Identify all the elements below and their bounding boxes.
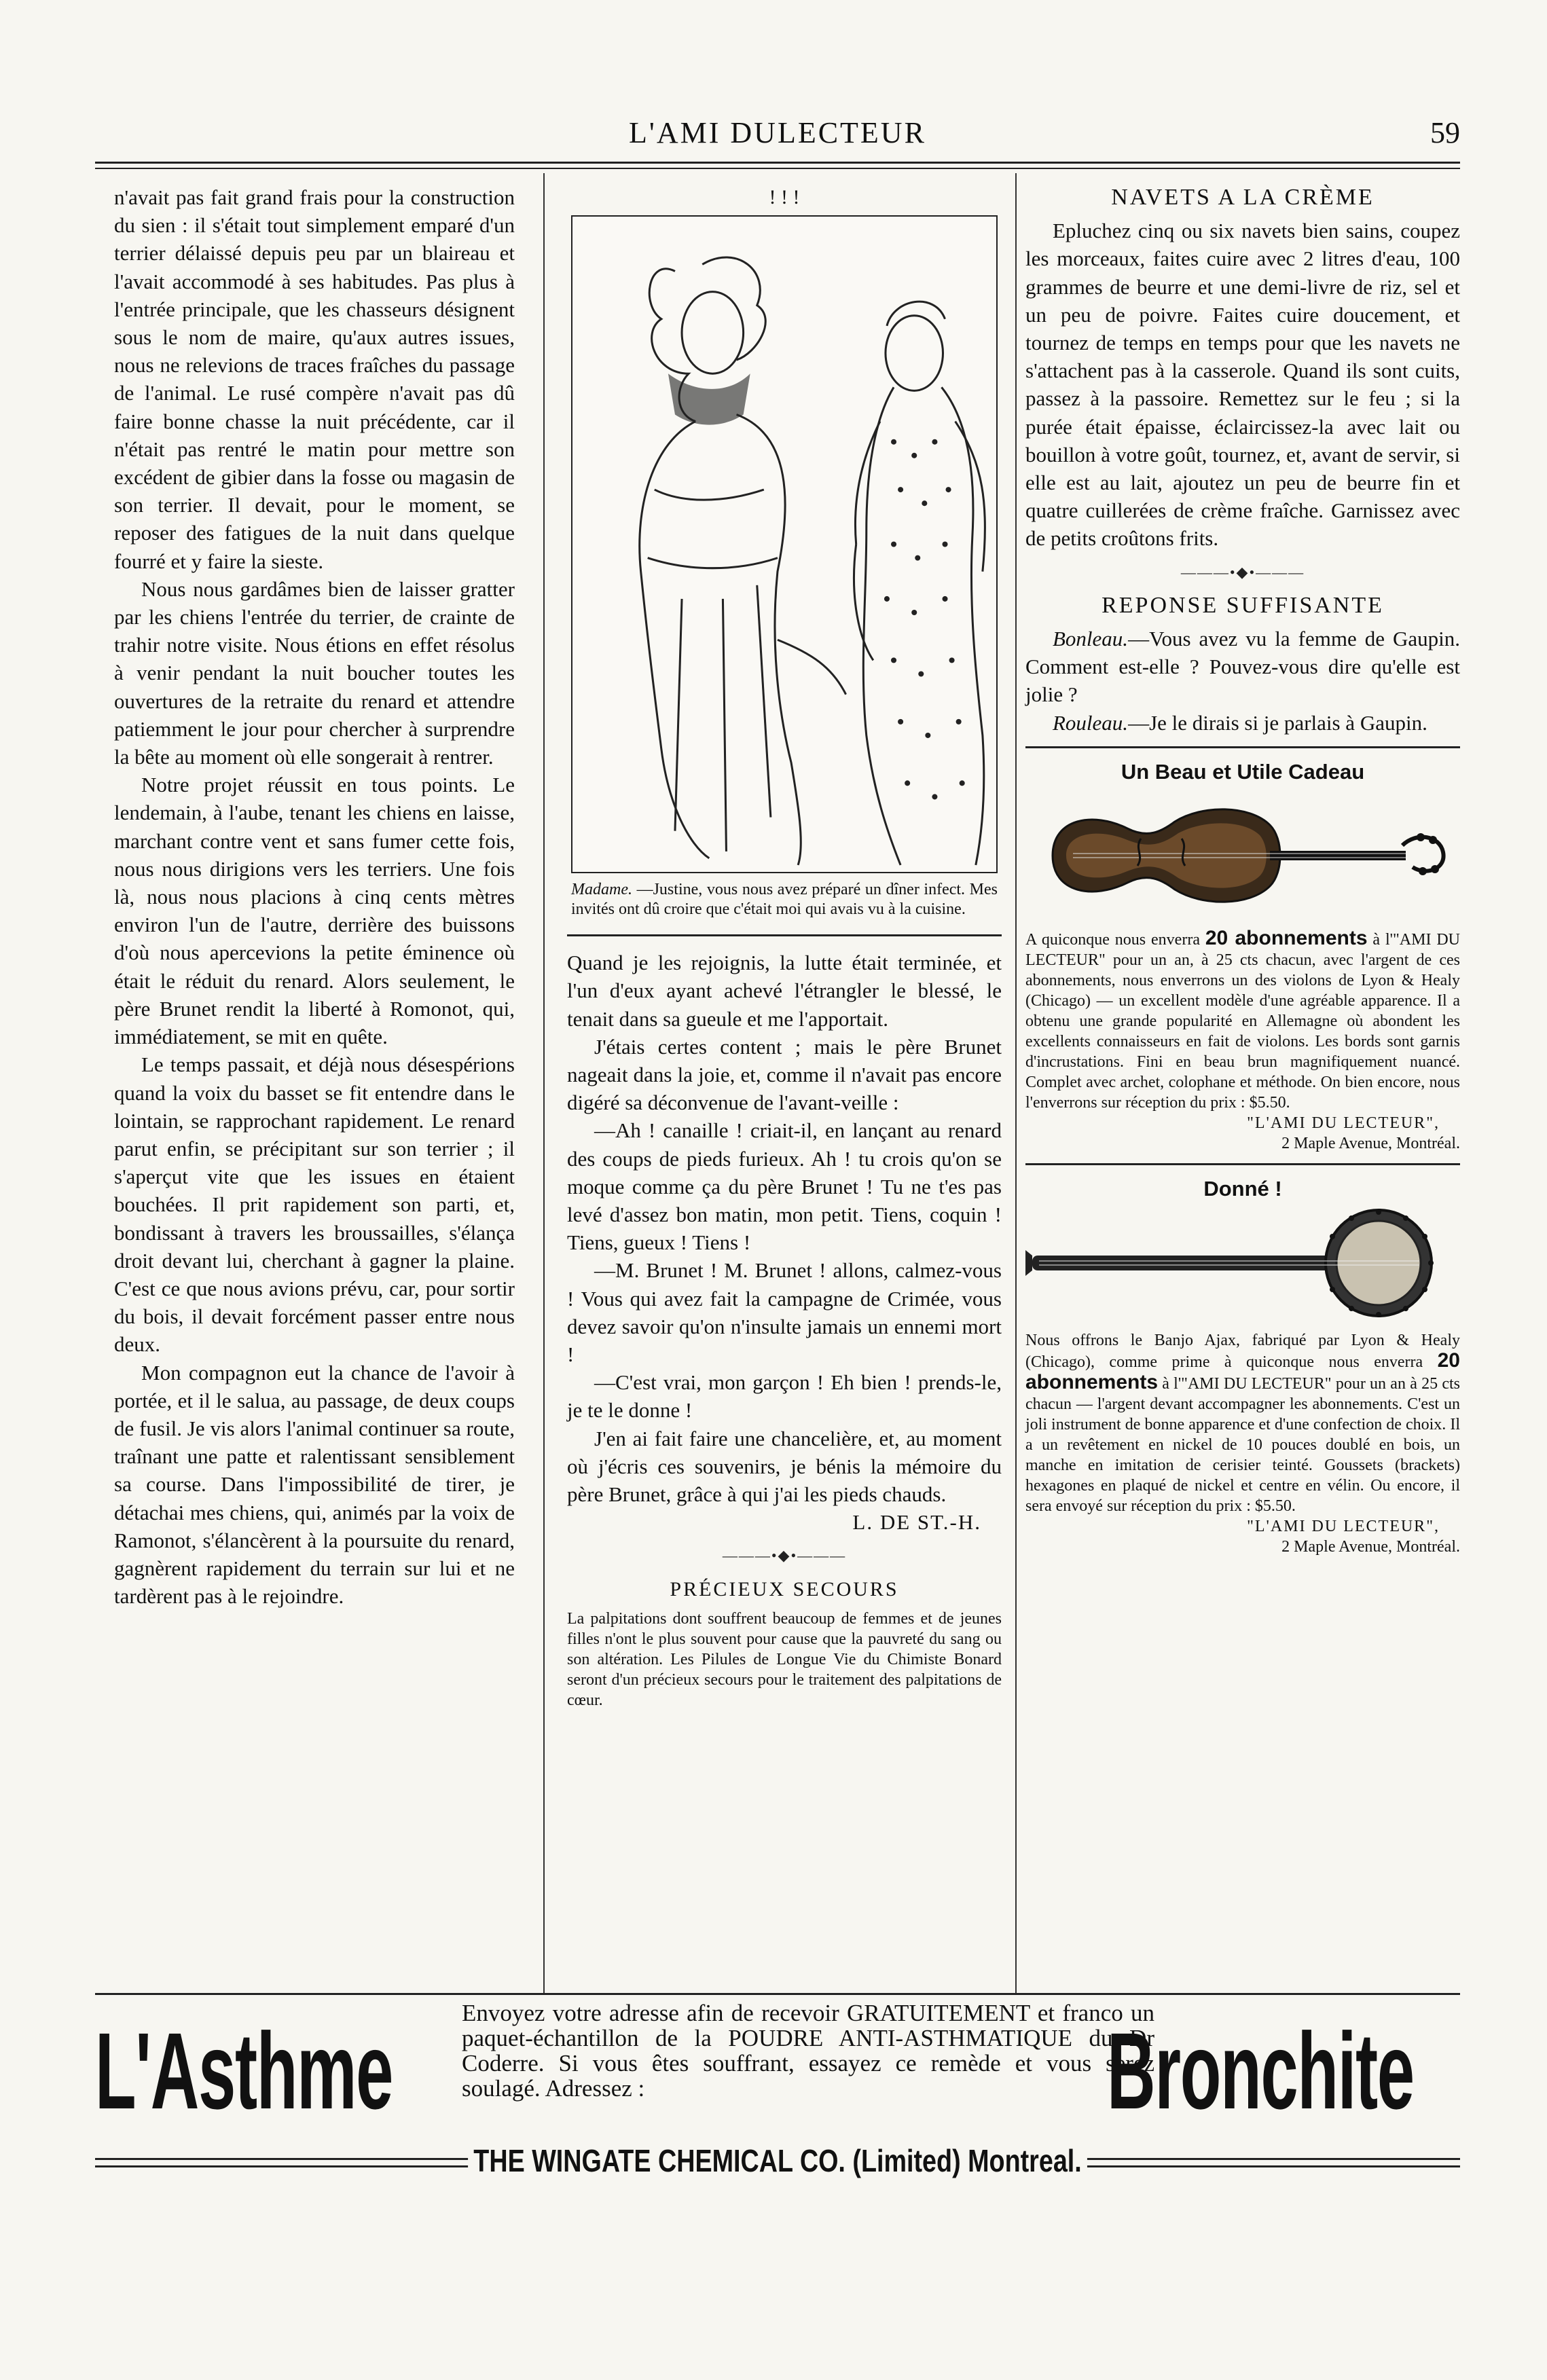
ornament-separator: ———•◆•——— [1180,563,1305,581]
column-2 [567,183,1002,1710]
company-name-text: THE WINGATE CHEMICAL CO. (Limited) Montreal. [468,2142,1087,2179]
newspaper-title: L'AMI DULECTEUR [629,116,926,149]
violin-text-b: à l'"AMI DU LECTEUR" pour un an, à 25 cts chacun, avec l'argent de ces abonnements, nous enverrons un des violons de Lyon & Healy (Chicago) — un excellent modèle d'une agréable apparence. Il a obtenu une grande popularité en Allemagne où abondent les excellents connaisseurs en fait de violons. Les bords sont garnis d'incrustations. Fini en beau brun magnifiquement nuancé. Complet avec archet, colophane et méthode. On bien encore, nous l'enverrons sur réception du prix : $5.50. [1025,931,1460,1112]
reponse-heading: REPONSE SUFFISANTE [1102,592,1384,618]
paragraph: Nous nous gardâmes bien de laisser gratter par les chiens l'entrée du terrier, de crainte de trahir notre visite. Nous étions en effet résolus à venir pendant la nuit boucher toutes les ouvertures de la retraite du renard et attendre patiemment le jour pour chercher à surprendre la bête au moment où elle songerait à rentrer. [114,576,515,769]
paragraph: J'en ai fait faire une chancelière, et, au moment où j'écris ces souvenirs, je bénis la mémoire du père Brunet, grâce à qui j'ai les pieds chauds. [567,1426,1002,1507]
asthma-ad-text: Envoyez votre adresse afin de recevoir GRATUITEMENT et franco un paquet-échantillon de la POUDRE ANTI-ASTHMATIQUE du Dr Coderre. Si vous êtes souffrant, essayez ce remède et vous serez soulagé. Adressez : [462,2000,1154,2102]
cartoon-illustration [571,215,998,873]
justine-head [886,316,943,391]
dialogue-line [1025,709,1460,737]
paragraph: Mon compagnon eut la chance de l'avoir à portée, et il le salua, au passage, de deux coups de fusil. Je vis alors l'animal continuer sa route, traînant une patte et ralentissant sensiblement sa course. Dans l'impossibilité de tirer, je détachai mes chiens, qui, animés par la voix de Ramonot, s'élancèrent à la poursuite du renard, gagnèrent rapidement du terrain sur lui et ne tardèrent pas à le rejoindre. [114,1360,515,1609]
violin-icon [1025,791,1460,920]
paragraph: Quand je les rejoignis, la lutte était terminée, et l'un d'eux ayant achevé l'étrangler le blessé, le tenait dans sa gueule et me l'apportait. [567,951,1002,1031]
violin-text-a: A quiconque nous enverra [1025,931,1200,949]
asthma-advertisement [95,1996,1460,2200]
banjo-address-1: "L'AMI DU LECTEUR", [1247,1518,1440,1536]
violin-address-1: "L'AMI DU LECTEUR", [1247,1114,1440,1133]
header-rule [95,162,1460,169]
page-header [95,115,1460,156]
section-rule [1025,746,1460,748]
cartoon-title: ! ! ! [769,186,800,208]
banjo-icon [1025,1208,1460,1323]
dialogue-text: —Je le dirais si je parlais à Gaupin. [1128,710,1427,735]
bronchite-word: Bronchite [1107,2010,1414,2131]
column-divider [1015,173,1017,1993]
section-rule [1025,1163,1460,1165]
recipe-text: Epluchez cinq ou six navets bien sains, coupez les morceaux, faites cuire avec 2 litres d'eau, 100 grammes de beurre et une demi-livre de riz, sel et un peu de poivre. Faites cuire doucement, et tournez de temps en temps pour que les navets ne s'attachent pas à la casserole. Quand ils sont cuits, passez à la passoire. Remettez sur le feu ; si la purée était épaisse, éclaircissez-la avec lait ou bouillon à votre goût, tournez, et, avant de servir, si elle est au lait, ajoutez un peu de beurre fin et quatre cuillerées de crème fraîche. Garnissez avec de petits croûtons frits. [1025,219,1460,551]
ornament-separator: ———•◆•——— [722,1547,847,1564]
banjo-text-a: Nous offrons le Banjo Ajax, fabriqué par Lyon & Healy (Chicago), comme prime à quiconque nous enverra [1025,1332,1460,1372]
paragraph: —C'est vrai, mon garçon ! Eh bien ! prends-le, je te le donne ! [567,1370,1002,1423]
cartoon-caption [567,880,1002,919]
banjo-address-2: 2 Maple Avenue, Montréal. [1281,1538,1460,1556]
banjo-text-b: à l'"AMI DU LECTEUR" pour un an à 25 cts chacun — l'argent devant accompagner les abonnements. C'est un joli instrument de bonne apparence et d'une confection de choix. Il a un revêtement en nickel de 10 pouces doublé en bois, un manche en imitation de cerisier teinté. Goussets (brackets) hexagones en plaqué de nickel et centre en vélin. Ou encore, il sera envoyé sur réception du prix : $5.50. [1025,1375,1461,1516]
paragraph: Le temps passait, et déjà nous désespérions quand la voix du basset se fit entendre dans le lointain, se rapprochant rapidement. Le renard parut enfin, se précipitant sur son terrier ; il s'aperçut vite que les issues en étaient bouchées. Il prit rapidement son parti, et, bondissant à travers les broussailles, s'élança droit devant lui, cherchant à gagner la plaine. C'est ce que nous avions prévu, car, pour sortir du bois, il devait forcément passer entre nous deux. [114,1052,515,1357]
madame-arm [778,640,846,694]
madame-dress-left [640,422,710,858]
paragraph: J'étais certes content ; mais le père Brunet nageait dans la joie, et, comme il n'avait pas encore digéré sa déconvenue de l'avant-veille : [567,1034,1002,1115]
caption-text: —Justine, vous nous avez préparé un dîner infect. Mes invités ont dû croire que c'était moi qui avais vu à la cuisine. [571,881,998,919]
dialogue-text: —Vous avez vu la femme de Gaupin. Comment est-elle ? Pouvez-vous dire qu'elle est jolie ? [1025,627,1460,707]
section-rule [567,934,1002,936]
cartoon-drawing [572,217,996,872]
secours-heading: PRÉCIEUX SECOURS [670,1577,899,1600]
paragraph: —Ah ! canaille ! criait-il, en lançant au renard des coups de pieds furieux. Ah ! tu crois qu'on se moque comme ça du père Brunet ! Tu ne t'es pas levé d'assez bon matin, mon petit. Tiens, coquin ! Tiens, gueux ! Tiens ! [567,1118,1002,1255]
violin-ad-title: Un Beau et Utile Cadeau [1121,759,1365,784]
caption-speaker: Madame. [571,881,632,899]
column-divider [543,173,545,1993]
column-1 [114,183,515,1610]
violin-address-2: 2 Maple Avenue, Montréal. [1281,1135,1460,1153]
violin-bold: 20 abonnements [1205,927,1368,950]
banjo-ad-title: Donné ! [1203,1177,1282,1201]
paragraph: Notre projet réussit en tous points. Le lendemain, à l'aube, tenant les chiens en laisse, marchant contre vent et sans fumer cette fois, nous nous dirigions vers les terriers. Une fois là, nous nous placions à cinq cents mètres environ l'un de l'autre, derrière des buissons d'où nous apercevions la petite éminence où était le réduit du renard. Alors seulement, le père Brunet rendit la liberté à Romonot, qui, immédiatement, se mit en quête. [114,773,515,1049]
dialogue-line [1025,625,1460,709]
violin-ad-text [1025,928,1460,1113]
speaker: Bonleau. [1053,627,1129,651]
paragraph: n'avait pas fait grand frais pour la construction du sien : il s'était tout simplement emparé d'un terrier délaissé depuis peu par un blaireau et l'avait accommodé à ses habitudes. Pas plus à l'entrée principale, que les chasseurs désignent sous le nom de maire, qu'aux autres issues, nous ne relevions de traces fraîches du passage de l'animal. Le rusé compère n'avait pas dû faire bonne chasse la nuit précédente, car il n'était pas rentré le matin pour mettre son excédent de gibier dans la fosse ou magasin de son terrier. Il devait, pour le moment, se reposer des fatigues de la nuit dans quelque fourré et y faire la sieste. [114,185,515,573]
navets-heading: NAVETS A LA CRÈME [1111,185,1375,210]
page-number: 59 [1430,116,1460,149]
asthme-word: L'Asthme [95,2010,393,2131]
justine-dress-right [941,388,983,866]
footer-top-rule [95,1993,1460,1995]
column-3 [1025,183,1460,1557]
secours-text: La palpitations dont souffrent beaucoup de femmes et de jeunes filles n'ont le plus souvent pour cause que la pauvreté du sang ou son altération. Les Pilules de Longue Vie du Chimiste Bonard seront d'un précieux secours pour le traitement des palpitations de cœur. [567,1609,1002,1709]
violin-illustration [1025,791,1460,920]
speaker: Rouleau. [1053,710,1129,735]
banjo-ad-text [1025,1330,1460,1516]
company-name [95,2142,1460,2179]
article-signature: L. DE ST.-H. [852,1510,981,1535]
paragraph: —M. Brunet ! M. Brunet ! allons, calmez-vous ! Vous qui avez fait la campagne de Crimée, vous devez savoir qu'on n'insulte jamais un ennemi mort ! [567,1258,1002,1367]
justine-dress-left [863,388,900,866]
banjo-illustration [1025,1208,1460,1323]
banjo-bold: 20 abonnements [1025,1349,1460,1394]
